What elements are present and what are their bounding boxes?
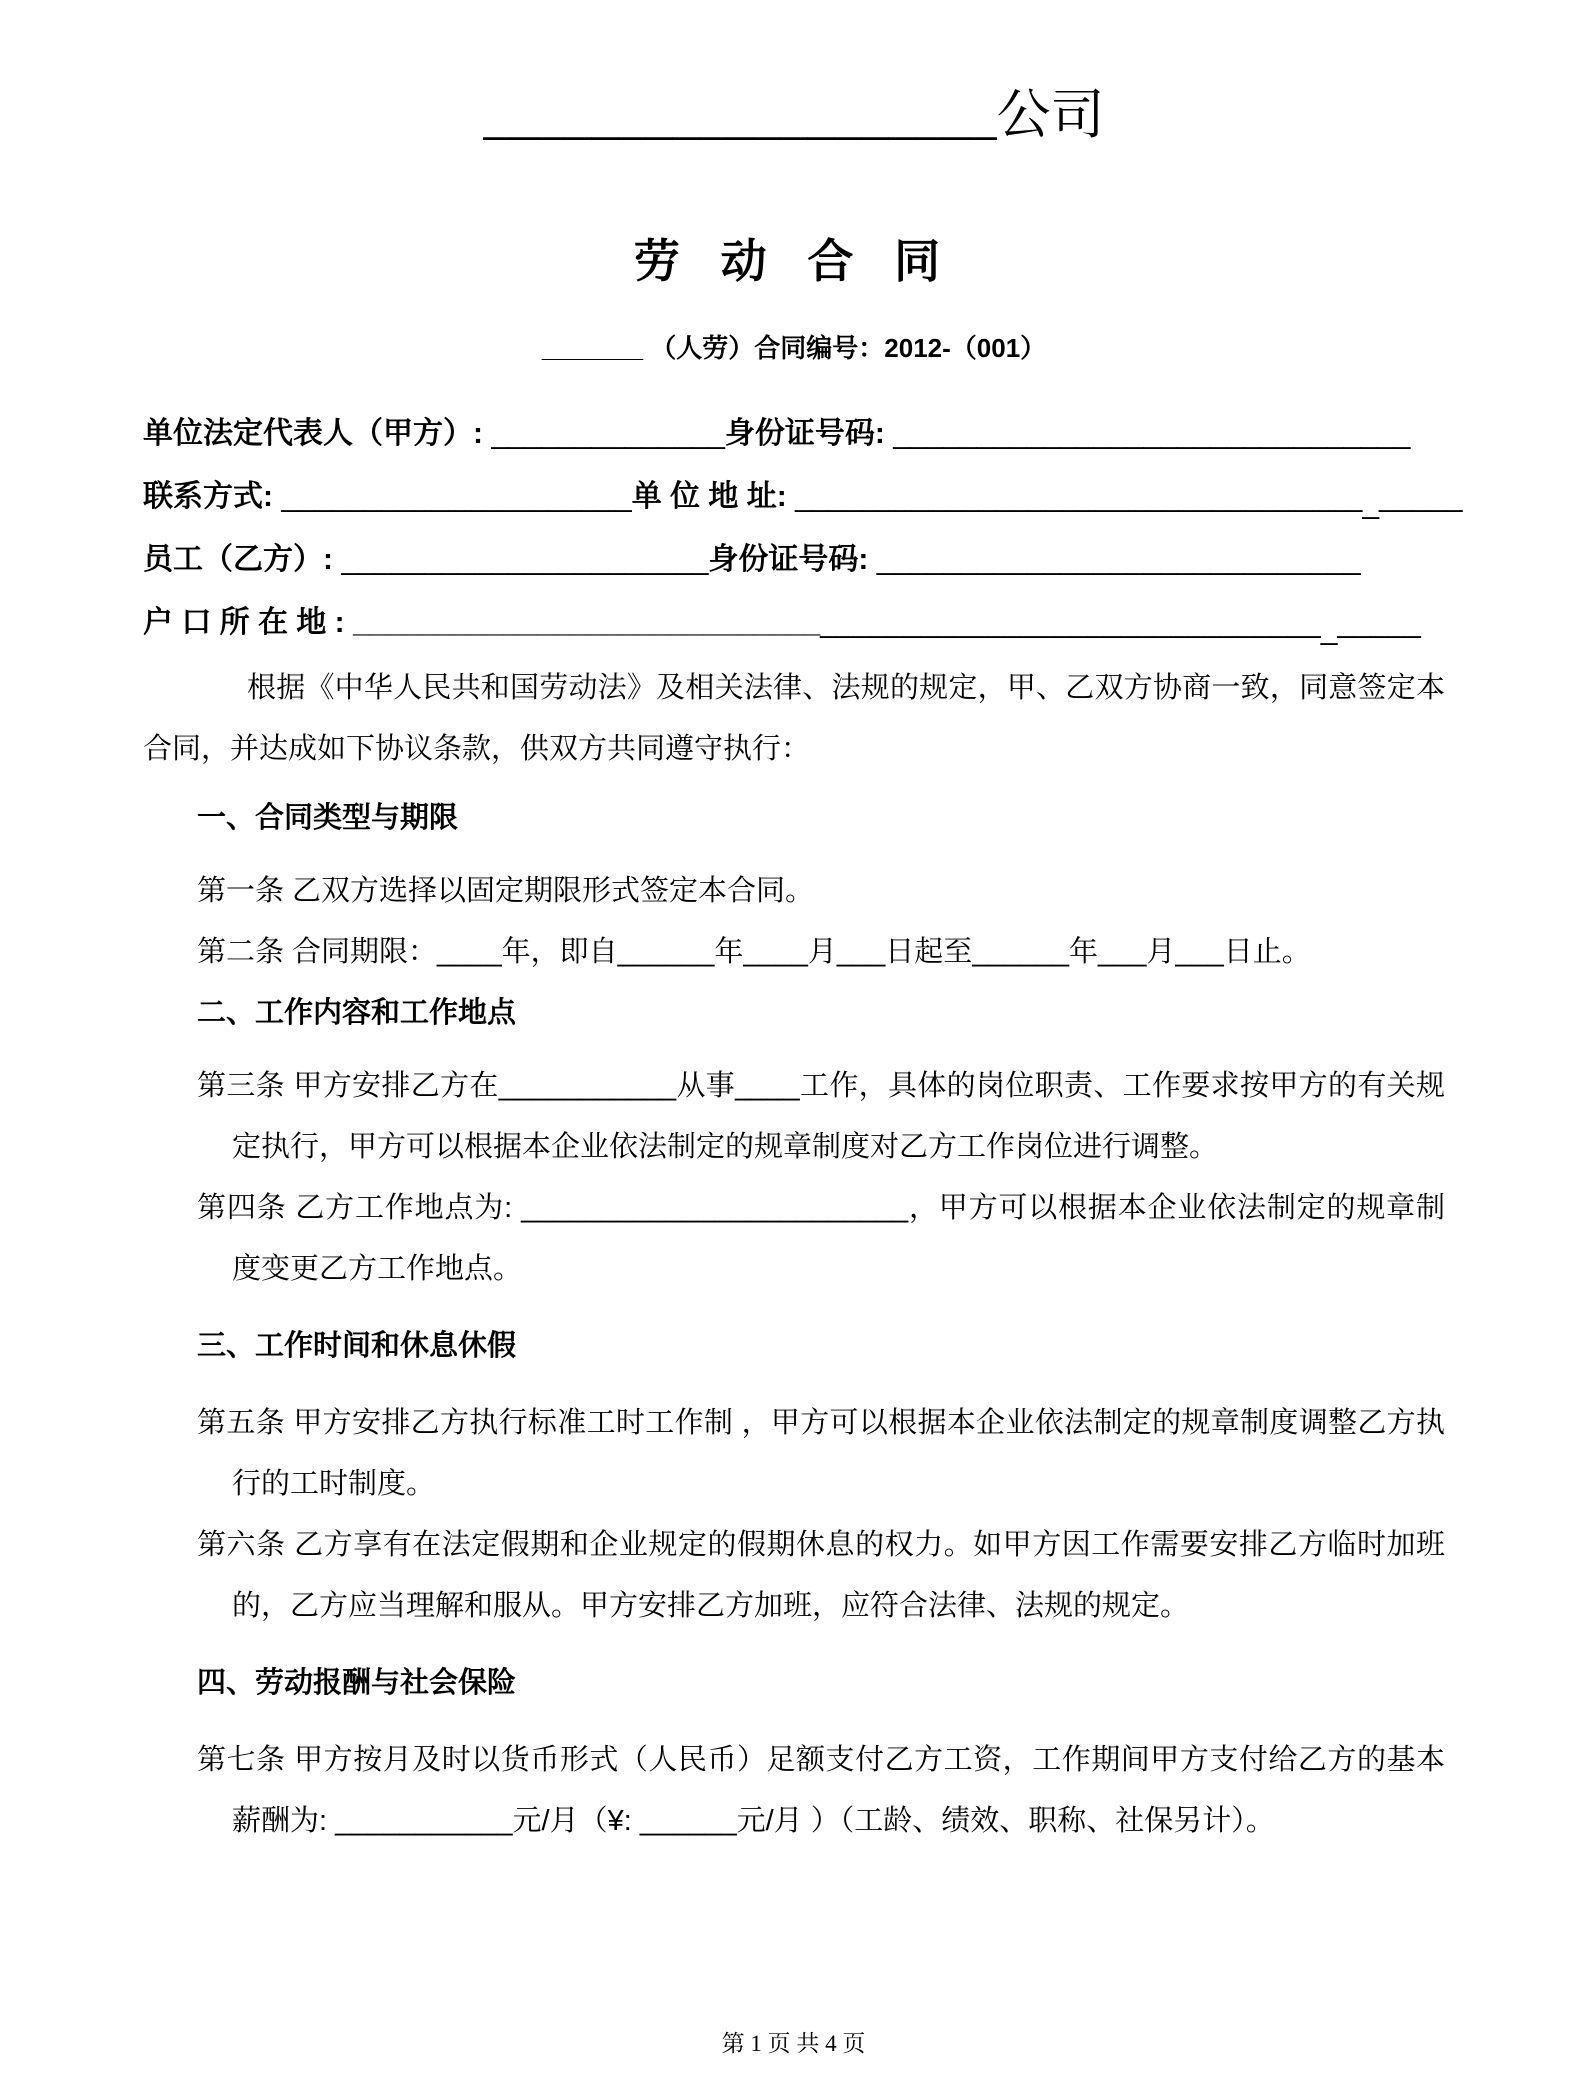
party-row-legal-representative (143, 402, 1445, 465)
field-label: 员工（乙方）: (143, 543, 342, 576)
blank-line: _ (1320, 613, 1338, 646)
field-label: 身份证号码: (708, 543, 877, 576)
article-5: 第五条 甲方安排乙方执行标准工时工作制 ，甲方可以根据本企业依法制定的规章制度调整乙方执行的工时制度。 (197, 1407, 1445, 1500)
party-info-block (143, 402, 1463, 654)
field-label: 单 位 地 址: (631, 480, 796, 513)
article-7: 第七条 甲方按月及时以货币形式（人民币）足额支付乙方工资，工作期间甲方支付给乙方的基本薪酬为: ___________元/月（¥: ______元/月 ）（工龄、绩效、职称、社保另计）。 (197, 1744, 1445, 1837)
article-2: 第二条 合同期限：____年，即自______年____月___日起至______年___月___日止。 (197, 936, 1311, 968)
company-suffix: 公司 (996, 85, 1105, 145)
field-label: 联系方式: (143, 480, 282, 513)
blank-line: _____ (1379, 480, 1463, 513)
preamble-paragraph: 根据《中华人民共和国劳动法》及相关法律、法规的规定，甲、乙双方协商一致，同意签定本合同，并达成如下协议条款，供双方共同遵守执行： (143, 672, 1445, 765)
article-4: 第四条 乙方工作地点为: ________________________，甲方可以根据本企业依法制定的规章制度变更乙方工作地点。 (197, 1192, 1445, 1285)
party-row-contact-address (143, 465, 1463, 528)
section-1-heading: 一、合同类型与期限 (197, 802, 459, 834)
blank-line: ______________ (491, 417, 725, 450)
field-label: 单位法定代表人（甲方）: (143, 417, 492, 450)
section-4-heading: 四、劳动报酬与社会保险 (197, 1667, 517, 1699)
contract-number-line: _______ （人劳）合同编号：2012-（001） (541, 333, 1047, 363)
page-number-footer: 第 1 页 共 4 页 (721, 2031, 866, 2056)
document-title: 劳 动 合 同 (633, 235, 955, 287)
section-2-heading: 二、工作内容和工作地点 (197, 997, 517, 1029)
blank-line: _____________________ (281, 480, 632, 513)
company-name-blank: ___________________ (483, 85, 997, 145)
blank-line: _____ (1337, 606, 1421, 639)
party-row-registered-residence (143, 591, 1445, 654)
party-row-employee (143, 528, 1445, 591)
company-title-line (143, 82, 1445, 148)
article-3: 第三条 甲方安排乙方在___________从事____工作，具体的岗位职责、工作要求按甲方的有关规定执行，甲方可以根据本企业依法制定的规章制度对乙方工作岗位进行调整。 (197, 1070, 1445, 1163)
field-label: 身份证号码: (724, 417, 894, 450)
blank-line: _______________________________ (893, 417, 1411, 450)
blank-line: ______________________________ (820, 606, 1321, 639)
blank-line: __________________________________ (795, 480, 1363, 513)
blank-line: _____________________________ (876, 543, 1361, 576)
article-6: 第六条 乙方享有在法定假期和企业规定的假期休息的权力。如甲方因工作需要安排乙方临时加班的，乙方应当理解和服从。甲方安排乙方加班，应符合法律、法规的规定。 (197, 1529, 1445, 1622)
blank-line: ____________________________ (353, 606, 821, 639)
section-3-heading: 三、工作时间和休息休假 (197, 1330, 517, 1362)
blank-line: ______________________ (341, 543, 709, 576)
field-label: 户 口 所 在 地 : (143, 606, 353, 639)
article-1: 第一条 乙双方选择以固定期限形式签定本合同。 (197, 875, 815, 907)
blank-line: _ (1362, 487, 1380, 520)
